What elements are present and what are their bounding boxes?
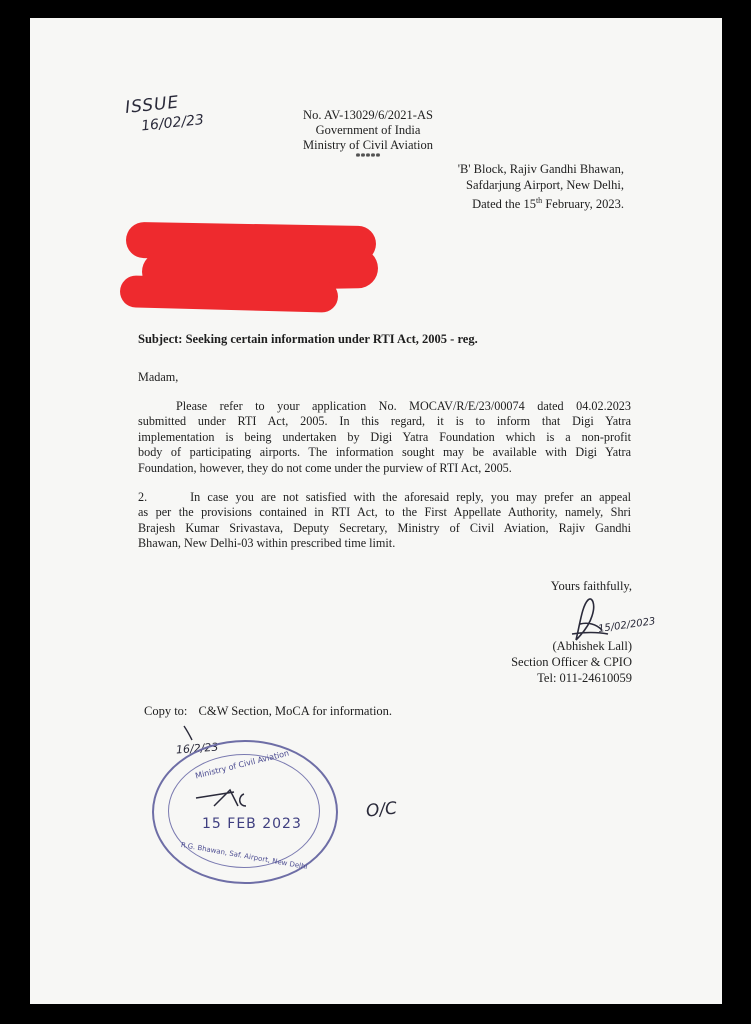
file-number: No. AV-13029/6/2021-AS — [303, 108, 433, 122]
salutation: Madam, — [138, 370, 179, 384]
paragraph-2-line: Bhawan, New Delhi-03 within prescribed time limit. — [138, 536, 396, 551]
letter-page — [30, 18, 722, 1004]
paragraph-1-line: body of participating airports. The information sought may be available with Digi Yatra — [138, 445, 631, 460]
paragraph-1-line: submitted under RTI Act, 2005. In this regard, it is to inform that Digi Yatra — [138, 414, 631, 429]
handwritten-issue-note — [124, 90, 204, 136]
signatory-name: (Abhishek Lall) — [552, 639, 632, 653]
copy-to — [144, 704, 392, 719]
government-title: Government of India — [315, 123, 421, 137]
handwritten-issue-word: ISSUE — [124, 92, 181, 119]
handwritten-tick — [180, 724, 200, 742]
signatory-telephone: Tel: 011-24610059 — [537, 671, 632, 685]
paragraph-1 — [138, 399, 631, 476]
signatory-block — [432, 638, 632, 686]
stamp-top-text: Ministry of Civil Aviation — [194, 748, 290, 781]
letter-header — [268, 108, 468, 163]
stamp-initials — [194, 786, 264, 816]
signatory-designation: Section Officer & CPIO — [511, 655, 632, 669]
address-line-2: Safdarjung Airport, New Delhi, — [466, 178, 624, 192]
closing: Yours faithfully, — [550, 579, 632, 593]
address-line-1: 'B' Block, Rajiv Gandhi Bhawan, — [457, 162, 624, 176]
paragraph-2-line: 2. In case you are not satisfied with the aforesaid reply, you may prefer an appeal — [138, 490, 631, 504]
ministry-title: Ministry of Civil Aviation — [303, 138, 433, 152]
paragraph-1-line: Foundation, however, they do not come under the purview of RTI Act, 2005. — [138, 460, 512, 475]
header-stars: ***** — [355, 152, 381, 163]
stamp-date: 15 FEB 2023 — [202, 816, 302, 832]
handwritten-receipt-date: 16/2/23 — [175, 740, 219, 757]
paragraph-2 — [138, 490, 631, 552]
signature-date: 15/02/2023 — [597, 616, 657, 635]
redaction-mark — [120, 275, 339, 313]
paragraph-1-line: implementation is being undertaken by Digi Yatra Foundation which is a non-profit — [138, 429, 631, 444]
handwritten-oc-note: O/C — [365, 798, 398, 822]
paragraph-2-line: Brajesh Kumar Srivastava, Deputy Secretary, Ministry of Civil Aviation, Rajiv Gandhi — [138, 520, 631, 535]
stamp-bottom-text: R.G. Bhawan, Saf. Airport, New Delhi — [180, 840, 308, 872]
receipt-stamp — [152, 740, 338, 884]
letter-date: Dated the 15th February, 2023. — [472, 196, 624, 212]
letter-subject: Subject: Seeking certain information under RTI Act, 2005 - reg. — [138, 332, 478, 346]
handwritten-issue-date: 16/02/23 — [140, 111, 205, 135]
paragraph-2-line: as per the provisions contained in RTI Act, to the First Appellate Authority, namely, Shri — [138, 505, 631, 520]
paragraph-1-line: Please refer to your application No. MOCAV/R/E/23/00074 dated 04.02.2023 — [176, 399, 631, 413]
copy-to-text: C&W Section, MoCA for information. — [198, 704, 393, 718]
address-block — [374, 161, 624, 212]
copy-to-label: Copy to: — [144, 704, 188, 718]
